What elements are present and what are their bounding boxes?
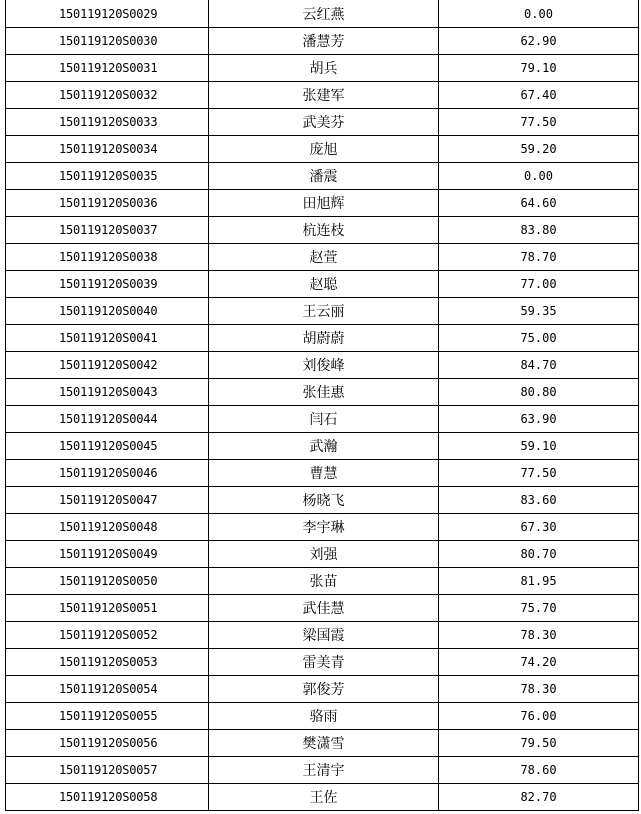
- candidate-name-cell: 赵聪: [209, 271, 439, 298]
- candidate-id-cell: 150119120S0038: [6, 244, 209, 271]
- table-row: [6, 514, 639, 541]
- candidate-id-cell: 150119120S0053: [6, 649, 209, 676]
- score-cell: 79.50: [439, 730, 639, 757]
- candidate-name-cell: 刘俊峰: [209, 352, 439, 379]
- score-cell: 83.60: [439, 487, 639, 514]
- candidate-name-cell: 杨晓飞: [209, 487, 439, 514]
- score-cell: 0.00: [439, 163, 639, 190]
- candidate-name-cell: 胡兵: [209, 55, 439, 82]
- candidate-id-cell: 150119120S0030: [6, 28, 209, 55]
- candidate-name-cell: 王清宇: [209, 757, 439, 784]
- score-table: [5, 0, 639, 811]
- table-row: [6, 244, 639, 271]
- candidate-id-cell: 150119120S0031: [6, 55, 209, 82]
- score-cell: 59.35: [439, 298, 639, 325]
- score-cell: 78.60: [439, 757, 639, 784]
- candidate-id-cell: 150119120S0048: [6, 514, 209, 541]
- score-cell: 76.00: [439, 703, 639, 730]
- table-row: [6, 271, 639, 298]
- candidate-name-cell: 胡蔚蔚: [209, 325, 439, 352]
- candidate-id-cell: 150119120S0041: [6, 325, 209, 352]
- table-row: [6, 379, 639, 406]
- table-row: [6, 757, 639, 784]
- candidate-name-cell: 雷美青: [209, 649, 439, 676]
- candidate-id-cell: 150119120S0040: [6, 298, 209, 325]
- score-cell: 77.50: [439, 460, 639, 487]
- candidate-name-cell: 杭连枝: [209, 217, 439, 244]
- candidate-id-cell: 150119120S0032: [6, 82, 209, 109]
- table-row: [6, 433, 639, 460]
- score-cell: 83.80: [439, 217, 639, 244]
- table-row: [6, 676, 639, 703]
- candidate-id-cell: 150119120S0055: [6, 703, 209, 730]
- table-row: [6, 784, 639, 811]
- table-row: [6, 487, 639, 514]
- score-cell: 62.90: [439, 28, 639, 55]
- candidate-id-cell: 150119120S0049: [6, 541, 209, 568]
- candidate-name-cell: 田旭辉: [209, 190, 439, 217]
- score-cell: 67.30: [439, 514, 639, 541]
- candidate-id-cell: 150119120S0042: [6, 352, 209, 379]
- candidate-id-cell: 150119120S0036: [6, 190, 209, 217]
- candidate-name-cell: 郭俊芳: [209, 676, 439, 703]
- candidate-id-cell: 150119120S0043: [6, 379, 209, 406]
- candidate-name-cell: 曹慧: [209, 460, 439, 487]
- candidate-id-cell: 150119120S0052: [6, 622, 209, 649]
- score-cell: 67.40: [439, 82, 639, 109]
- candidate-name-cell: 潘慧芳: [209, 28, 439, 55]
- score-cell: 59.10: [439, 433, 639, 460]
- candidate-id-cell: 150119120S0056: [6, 730, 209, 757]
- candidate-id-cell: 150119120S0029: [6, 0, 209, 28]
- candidate-name-cell: 赵萱: [209, 244, 439, 271]
- candidate-id-cell: 150119120S0051: [6, 595, 209, 622]
- table-row: [6, 352, 639, 379]
- candidate-name-cell: 王佐: [209, 784, 439, 811]
- candidate-id-cell: 150119120S0057: [6, 757, 209, 784]
- table-row: [6, 28, 639, 55]
- score-cell: 77.00: [439, 271, 639, 298]
- candidate-name-cell: 李宇琳: [209, 514, 439, 541]
- table-row: [6, 541, 639, 568]
- candidate-name-cell: 张佳惠: [209, 379, 439, 406]
- table-row: [6, 163, 639, 190]
- table-row: [6, 649, 639, 676]
- candidate-name-cell: 武瀚: [209, 433, 439, 460]
- candidate-id-cell: 150119120S0035: [6, 163, 209, 190]
- score-cell: 64.60: [439, 190, 639, 217]
- score-cell: 82.70: [439, 784, 639, 811]
- table-row: [6, 595, 639, 622]
- candidate-id-cell: 150119120S0034: [6, 136, 209, 163]
- score-cell: 77.50: [439, 109, 639, 136]
- score-cell: 59.20: [439, 136, 639, 163]
- score-cell: 74.20: [439, 649, 639, 676]
- candidate-name-cell: 武佳慧: [209, 595, 439, 622]
- candidate-name-cell: 武美芬: [209, 109, 439, 136]
- score-table-container: [5, 0, 636, 811]
- table-row: [6, 109, 639, 136]
- candidate-id-cell: 150119120S0039: [6, 271, 209, 298]
- score-cell: 75.70: [439, 595, 639, 622]
- score-cell: 80.70: [439, 541, 639, 568]
- table-row: [6, 568, 639, 595]
- score-cell: 0.00: [439, 0, 639, 28]
- table-row: [6, 325, 639, 352]
- score-cell: 75.00: [439, 325, 639, 352]
- candidate-id-cell: 150119120S0058: [6, 784, 209, 811]
- candidate-id-cell: 150119120S0047: [6, 487, 209, 514]
- score-cell: 78.70: [439, 244, 639, 271]
- table-row: [6, 0, 639, 28]
- candidate-id-cell: 150119120S0046: [6, 460, 209, 487]
- candidate-name-cell: 梁国霞: [209, 622, 439, 649]
- candidate-name-cell: 刘强: [209, 541, 439, 568]
- score-cell: 63.90: [439, 406, 639, 433]
- table-row: [6, 136, 639, 163]
- candidate-id-cell: 150119120S0045: [6, 433, 209, 460]
- candidate-name-cell: 张苗: [209, 568, 439, 595]
- candidate-name-cell: 闫石: [209, 406, 439, 433]
- score-cell: 81.95: [439, 568, 639, 595]
- candidate-name-cell: 庞旭: [209, 136, 439, 163]
- score-table-body: [6, 0, 639, 811]
- score-cell: 78.30: [439, 676, 639, 703]
- candidate-id-cell: 150119120S0033: [6, 109, 209, 136]
- table-row: [6, 406, 639, 433]
- score-cell: 79.10: [439, 55, 639, 82]
- candidate-name-cell: 云红燕: [209, 0, 439, 28]
- table-row: [6, 460, 639, 487]
- score-cell: 84.70: [439, 352, 639, 379]
- candidate-id-cell: 150119120S0044: [6, 406, 209, 433]
- table-row: [6, 730, 639, 757]
- candidate-name-cell: 潘震: [209, 163, 439, 190]
- candidate-id-cell: 150119120S0054: [6, 676, 209, 703]
- table-row: [6, 622, 639, 649]
- candidate-name-cell: 王云丽: [209, 298, 439, 325]
- score-cell: 80.80: [439, 379, 639, 406]
- table-row: [6, 217, 639, 244]
- table-row: [6, 703, 639, 730]
- candidate-name-cell: 张建军: [209, 82, 439, 109]
- candidate-id-cell: 150119120S0050: [6, 568, 209, 595]
- candidate-name-cell: 骆雨: [209, 703, 439, 730]
- table-row: [6, 298, 639, 325]
- candidate-name-cell: 樊潇雪: [209, 730, 439, 757]
- candidate-id-cell: 150119120S0037: [6, 217, 209, 244]
- table-row: [6, 190, 639, 217]
- table-row: [6, 55, 639, 82]
- table-row: [6, 82, 639, 109]
- score-cell: 78.30: [439, 622, 639, 649]
